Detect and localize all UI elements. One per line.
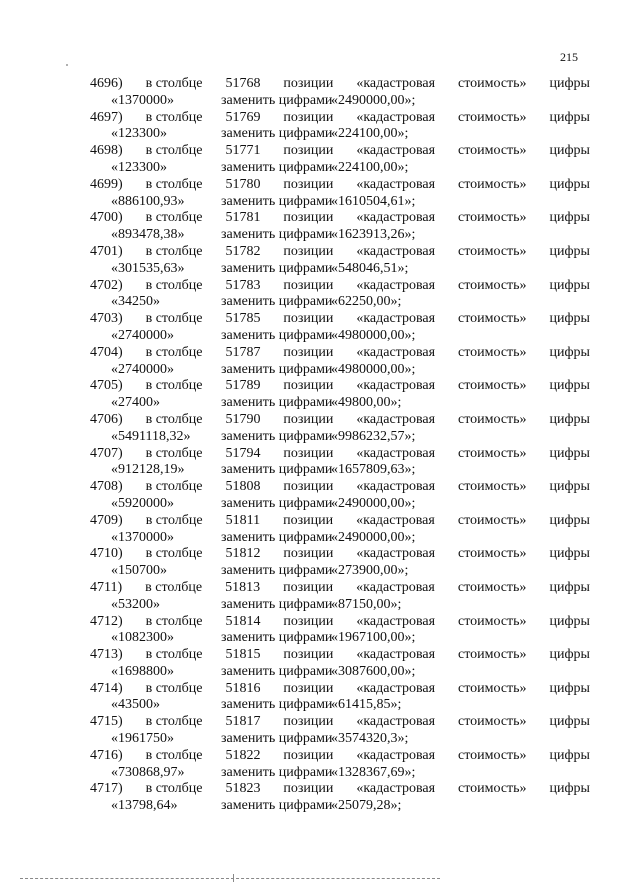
digits-word: цифры xyxy=(549,781,590,797)
entry-line-2 xyxy=(90,530,590,547)
new-value: «2490000,00»; xyxy=(331,529,416,545)
replace-text: заменить цифрами xyxy=(221,260,333,276)
old-value: «1961750» xyxy=(111,731,174,747)
entry-line-1 xyxy=(90,748,590,765)
cadastral-word: «кадастровая xyxy=(356,479,436,495)
in-column-text: в столбце xyxy=(145,613,203,629)
replace-text: заменить цифрами xyxy=(221,193,333,209)
entry-line-1 xyxy=(90,210,590,227)
entry-line-1 xyxy=(90,244,590,261)
new-value: «1328367,69»; xyxy=(331,764,416,780)
old-value: «123300» xyxy=(111,159,167,175)
replace-text: заменить цифрами xyxy=(221,663,333,679)
replace-text: заменить цифрами xyxy=(221,294,333,310)
entry-number: 4700) xyxy=(90,210,123,226)
position-word: позиции xyxy=(283,512,334,528)
new-value: «1657809,63»; xyxy=(331,462,416,478)
position-word: позиции xyxy=(283,613,334,629)
entry-number: 4711) xyxy=(90,579,123,595)
entry-line-1 xyxy=(90,647,590,664)
entry-line-2 xyxy=(90,664,590,681)
cost-word: стоимость» xyxy=(457,747,527,763)
cadastral-word: «кадастровая xyxy=(356,143,436,159)
position-word: позиции xyxy=(283,76,334,91)
position-number: 51811 xyxy=(225,512,261,528)
cost-word: стоимость» xyxy=(457,176,527,192)
digits-word: цифры xyxy=(549,714,590,730)
cost-word: стоимость» xyxy=(457,781,527,797)
new-value: «4980000,00»; xyxy=(331,361,416,377)
new-value: «548046,51»; xyxy=(331,260,409,276)
digits-word: цифры xyxy=(549,680,590,696)
entry-number: 4717) xyxy=(90,781,123,797)
in-column-text: в столбце xyxy=(145,714,203,730)
entry-line-2 xyxy=(90,160,590,177)
position-number: 51822 xyxy=(225,747,261,763)
entry-number: 4708) xyxy=(90,479,123,495)
cost-word: стоимость» xyxy=(457,445,527,461)
in-column-text: в столбце xyxy=(145,647,203,663)
cost-word: стоимость» xyxy=(457,277,527,293)
old-value: «5491118,32» xyxy=(111,428,191,444)
entry-line-2 xyxy=(90,597,590,614)
cost-word: стоимость» xyxy=(457,109,527,125)
position-word: позиции xyxy=(283,680,334,696)
replace-text: заменить цифрами xyxy=(221,227,333,243)
list-item xyxy=(90,681,590,715)
new-value: «61415,85»; xyxy=(331,697,402,713)
new-value: «1623913,26»; xyxy=(331,227,416,243)
new-value: «1610504,61»; xyxy=(331,193,416,209)
old-value: «886100,93» xyxy=(111,193,185,209)
digits-word: цифры xyxy=(549,647,590,663)
bottom-tick-mark xyxy=(233,874,234,882)
new-value: «9986232,57»; xyxy=(331,428,416,444)
entry-line-1 xyxy=(90,345,590,362)
position-number: 51780 xyxy=(225,176,261,192)
list-item xyxy=(90,110,590,144)
cost-word: стоимость» xyxy=(457,378,527,394)
list-item xyxy=(90,614,590,648)
list-item xyxy=(90,278,590,312)
entry-line-2 xyxy=(90,227,590,244)
digits-word: цифры xyxy=(549,344,590,360)
new-value: «3087600,00»; xyxy=(331,663,416,679)
in-column-text: в столбце xyxy=(145,411,203,427)
entry-line-1 xyxy=(90,479,590,496)
position-number: 51814 xyxy=(225,613,261,629)
replace-text: заменить цифрами xyxy=(221,697,333,713)
replace-text: заменить цифрами xyxy=(221,798,333,814)
position-number: 51812 xyxy=(225,546,261,562)
position-number: 51782 xyxy=(225,243,261,259)
replace-text: заменить цифрами xyxy=(221,462,333,478)
list-item xyxy=(90,714,590,748)
list-item xyxy=(90,378,590,412)
position-word: позиции xyxy=(283,546,334,562)
position-word: позиции xyxy=(283,747,334,763)
position-word: позиции xyxy=(283,311,334,327)
old-value: «301535,63» xyxy=(111,260,185,276)
in-column-text: в столбце xyxy=(145,311,203,327)
list-item xyxy=(90,513,590,547)
old-value: «912128,19» xyxy=(111,462,185,478)
position-word: позиции xyxy=(283,445,334,461)
entry-line-2 xyxy=(90,462,590,479)
digits-word: цифры xyxy=(549,512,590,528)
in-column-text: в столбце xyxy=(145,479,203,495)
digits-word: цифры xyxy=(549,378,590,394)
old-value: «893478,38» xyxy=(111,227,185,243)
new-value: «49800,00»; xyxy=(331,395,402,411)
cadastral-word: «кадастровая xyxy=(356,277,436,293)
entry-number: 4712) xyxy=(90,613,123,629)
old-value: «13798,64» xyxy=(111,798,178,814)
cost-word: стоимость» xyxy=(457,647,527,663)
in-column-text: в столбце xyxy=(145,512,203,528)
position-number: 51817 xyxy=(225,714,261,730)
old-value: «27400» xyxy=(111,395,160,411)
entry-line-2 xyxy=(90,328,590,345)
position-number: 51783 xyxy=(225,277,261,293)
entry-number: 4699) xyxy=(90,176,123,192)
position-word: позиции xyxy=(283,781,334,797)
position-word: позиции xyxy=(283,143,334,159)
in-column-text: в столбце xyxy=(145,277,203,293)
entry-number: 4703) xyxy=(90,311,123,327)
replace-text: заменить цифрами xyxy=(221,428,333,444)
list-item xyxy=(90,311,590,345)
entry-line-1 xyxy=(90,580,590,597)
replace-text: заменить цифрами xyxy=(221,529,333,545)
cadastral-word: «кадастровая xyxy=(356,647,436,663)
list-item xyxy=(90,781,590,815)
list-item xyxy=(90,244,590,278)
cost-word: стоимость» xyxy=(457,311,527,327)
entry-number: 4701) xyxy=(90,243,123,259)
position-number: 51781 xyxy=(225,210,261,226)
list-item xyxy=(90,748,590,782)
position-number: 51813 xyxy=(225,579,261,595)
cadastral-word: «кадастровая xyxy=(356,411,436,427)
cost-word: стоимость» xyxy=(457,243,527,259)
new-value: «3574320,3»; xyxy=(331,731,409,747)
entry-number: 4707) xyxy=(90,445,123,461)
digits-word: цифры xyxy=(549,210,590,226)
cadastral-word: «кадастровая xyxy=(356,747,436,763)
entry-line-1 xyxy=(90,412,590,429)
digits-word: цифры xyxy=(549,579,590,595)
cadastral-word: «кадастровая xyxy=(356,613,436,629)
in-column-text: в столбце xyxy=(145,76,203,91)
position-number: 51790 xyxy=(225,411,261,427)
position-number: 51769 xyxy=(225,109,261,125)
in-column-text: в столбце xyxy=(145,781,203,797)
entry-number: 4704) xyxy=(90,344,123,360)
entry-line-2 xyxy=(90,429,590,446)
in-column-text: в столбце xyxy=(145,243,203,259)
entry-line-2 xyxy=(90,630,590,647)
entry-line-1 xyxy=(90,614,590,631)
position-word: позиции xyxy=(283,378,334,394)
cadastral-word: «кадастровая xyxy=(356,579,435,595)
entry-line-2 xyxy=(90,126,590,143)
position-number: 51768 xyxy=(225,76,261,91)
replace-text: заменить цифрами xyxy=(221,126,333,142)
replace-text: заменить цифрами xyxy=(221,495,333,511)
in-column-text: в столбце xyxy=(145,747,203,763)
entry-line-2 xyxy=(90,563,590,580)
in-column-text: в столбце xyxy=(145,546,203,562)
entry-line-2 xyxy=(90,93,590,110)
old-value: «53200» xyxy=(111,596,160,612)
position-number: 51771 xyxy=(225,143,261,159)
list-item xyxy=(90,177,590,211)
old-value: «150700» xyxy=(111,563,167,579)
entry-number: 4702) xyxy=(90,277,123,293)
cost-word: стоимость» xyxy=(457,411,527,427)
position-word: позиции xyxy=(283,109,334,125)
entry-number: 4696) xyxy=(90,76,123,91)
old-value: «730868,97» xyxy=(111,764,185,780)
entry-line-1 xyxy=(90,378,590,395)
entry-number: 4715) xyxy=(90,714,123,730)
entry-line-1 xyxy=(90,513,590,530)
old-value: «123300» xyxy=(111,126,167,142)
entry-line-1 xyxy=(90,781,590,798)
entry-line-2 xyxy=(90,362,590,379)
in-column-text: в столбце xyxy=(145,176,203,192)
cadastral-word: «кадастровая xyxy=(356,210,436,226)
position-number: 51794 xyxy=(225,445,261,461)
position-word: позиции xyxy=(283,579,334,595)
cadastral-word: «кадастровая xyxy=(356,109,436,125)
cadastral-word: «кадастровая xyxy=(356,546,436,562)
old-value: «1370000» xyxy=(111,529,174,545)
list-item xyxy=(90,412,590,446)
position-number: 51823 xyxy=(225,781,261,797)
entry-number: 4706) xyxy=(90,411,123,427)
entry-number: 4697) xyxy=(90,109,123,125)
old-value: «43500» xyxy=(111,697,160,713)
replace-text: заменить цифрами xyxy=(221,395,333,411)
entry-line-1 xyxy=(90,143,590,160)
new-value: «2490000,00»; xyxy=(331,495,416,511)
entry-line-1 xyxy=(90,446,590,463)
new-value: «25079,28»; xyxy=(331,798,402,814)
in-column-text: в столбце xyxy=(145,680,203,696)
list-item xyxy=(90,647,590,681)
entry-line-2 xyxy=(90,765,590,782)
position-number: 51789 xyxy=(225,378,261,394)
position-word: позиции xyxy=(283,210,334,226)
list-item xyxy=(90,479,590,513)
digits-word: цифры xyxy=(549,143,590,159)
entry-line-1 xyxy=(90,714,590,731)
entry-line-2 xyxy=(90,731,590,748)
position-word: позиции xyxy=(283,714,334,730)
cost-word: стоимость» xyxy=(457,143,527,159)
cadastral-word: «кадастровая xyxy=(356,714,436,730)
old-value: «5920000» xyxy=(111,495,174,511)
old-value: «2740000» xyxy=(111,361,174,377)
entry-line-1 xyxy=(90,546,590,563)
entry-line-2 xyxy=(90,194,590,211)
in-column-text: в столбце xyxy=(145,210,203,226)
entry-line-1 xyxy=(90,681,590,698)
entry-line-1 xyxy=(90,278,590,295)
cadastral-word: «кадастровая xyxy=(356,781,436,797)
new-value: «87150,00»; xyxy=(331,596,402,612)
replace-text: заменить цифрами xyxy=(221,731,333,747)
position-word: позиции xyxy=(283,243,334,259)
new-value: «224100,00»; xyxy=(331,126,409,142)
cost-word: стоимость» xyxy=(457,613,527,629)
cost-word: стоимость» xyxy=(457,210,527,226)
new-value: «4980000,00»; xyxy=(331,327,416,343)
replace-text: заменить цифрами xyxy=(221,361,333,377)
cadastral-word: «кадастровая xyxy=(356,243,436,259)
list-item xyxy=(90,143,590,177)
position-number: 51808 xyxy=(225,479,261,495)
entry-line-1 xyxy=(90,76,590,93)
digits-word: цифры xyxy=(549,76,590,91)
cost-word: стоимость» xyxy=(457,714,527,730)
digits-word: цифры xyxy=(549,445,590,461)
replace-text: заменить цифрами xyxy=(221,596,333,612)
position-number: 51815 xyxy=(225,647,261,663)
replace-text: заменить цифрами xyxy=(221,159,333,175)
page-number: 215 xyxy=(560,50,578,64)
replace-text: заменить цифрами xyxy=(221,92,333,108)
entry-number: 4698) xyxy=(90,143,123,159)
entry-number: 4709) xyxy=(90,512,123,528)
entry-line-1 xyxy=(90,311,590,328)
entry-line-2 xyxy=(90,294,590,311)
cadastral-word: «кадастровая xyxy=(356,344,436,360)
new-value: «224100,00»; xyxy=(331,159,409,175)
list-item xyxy=(90,76,590,110)
digits-word: цифры xyxy=(549,176,590,192)
list-item xyxy=(90,580,590,614)
in-column-text: в столбце xyxy=(145,579,203,595)
digits-word: цифры xyxy=(549,243,590,259)
position-word: позиции xyxy=(283,277,334,293)
entry-number: 4713) xyxy=(90,647,123,663)
list-item xyxy=(90,546,590,580)
cadastral-word: «кадастровая xyxy=(356,378,436,394)
cost-word: стоимость» xyxy=(457,680,527,696)
list-item xyxy=(90,345,590,379)
position-word: позиции xyxy=(283,176,334,192)
digits-word: цифры xyxy=(549,479,590,495)
cost-word: стоимость» xyxy=(457,344,527,360)
new-value: «273900,00»; xyxy=(331,563,409,579)
old-value: «1370000» xyxy=(111,92,174,108)
cadastral-word: «кадастровая xyxy=(356,311,436,327)
entry-line-2 xyxy=(90,697,590,714)
in-column-text: в столбце xyxy=(145,445,203,461)
position-word: позиции xyxy=(283,479,334,495)
position-number: 51785 xyxy=(225,311,261,327)
new-value: «62250,00»; xyxy=(331,294,402,310)
replace-text: заменить цифрами xyxy=(221,327,333,343)
entry-number: 4714) xyxy=(90,680,123,696)
digits-word: цифры xyxy=(549,747,590,763)
entry-line-2 xyxy=(90,496,590,513)
digits-word: цифры xyxy=(549,311,590,327)
cadastral-word: «кадастровая xyxy=(356,512,435,528)
cadastral-word: «кадастровая xyxy=(356,445,436,461)
cost-word: стоимость» xyxy=(457,479,527,495)
position-number: 51816 xyxy=(225,680,261,696)
old-value: «1698800» xyxy=(111,663,174,679)
new-value: «2490000,00»; xyxy=(331,92,416,108)
entry-line-2 xyxy=(90,798,590,815)
cadastral-word: «кадастровая xyxy=(356,680,436,696)
old-value: «1082300» xyxy=(111,630,174,646)
old-value: «2740000» xyxy=(111,327,174,343)
replace-text: заменить цифрами xyxy=(221,630,333,646)
entry-line-1 xyxy=(90,110,590,127)
entry-line-2 xyxy=(90,261,590,278)
digits-word: цифры xyxy=(549,109,590,125)
cost-word: стоимость» xyxy=(457,579,527,595)
cost-word: стоимость» xyxy=(457,512,527,528)
entry-number: 4710) xyxy=(90,546,123,562)
old-value: «34250» xyxy=(111,294,160,310)
in-column-text: в столбце xyxy=(145,344,203,360)
position-word: позиции xyxy=(283,647,334,663)
list-item xyxy=(90,446,590,480)
replace-text: заменить цифрами xyxy=(221,764,333,780)
position-word: позиции xyxy=(283,344,334,360)
amendment-list xyxy=(90,76,590,815)
position-word: позиции xyxy=(283,411,334,427)
speck-mark xyxy=(66,64,68,66)
list-item xyxy=(90,210,590,244)
entry-line-2 xyxy=(90,395,590,412)
digits-word: цифры xyxy=(549,411,590,427)
entry-line-1 xyxy=(90,177,590,194)
digits-word: цифры xyxy=(549,613,590,629)
cost-word: стоимость» xyxy=(457,76,527,91)
digits-word: цифры xyxy=(549,277,590,293)
in-column-text: в столбце xyxy=(145,378,203,394)
cost-word: стоимость» xyxy=(457,546,527,562)
new-value: «1967100,00»; xyxy=(331,630,416,646)
position-number: 51787 xyxy=(225,344,261,360)
in-column-text: в столбце xyxy=(145,109,203,125)
entry-number: 4716) xyxy=(90,747,123,763)
in-column-text: в столбце xyxy=(145,143,203,159)
replace-text: заменить цифрами xyxy=(221,563,333,579)
cadastral-word: «кадастровая xyxy=(356,76,436,91)
entry-number: 4705) xyxy=(90,378,123,394)
bottom-dashed-line xyxy=(20,878,440,879)
cadastral-word: «кадастровая xyxy=(356,176,436,192)
digits-word: цифры xyxy=(549,546,590,562)
